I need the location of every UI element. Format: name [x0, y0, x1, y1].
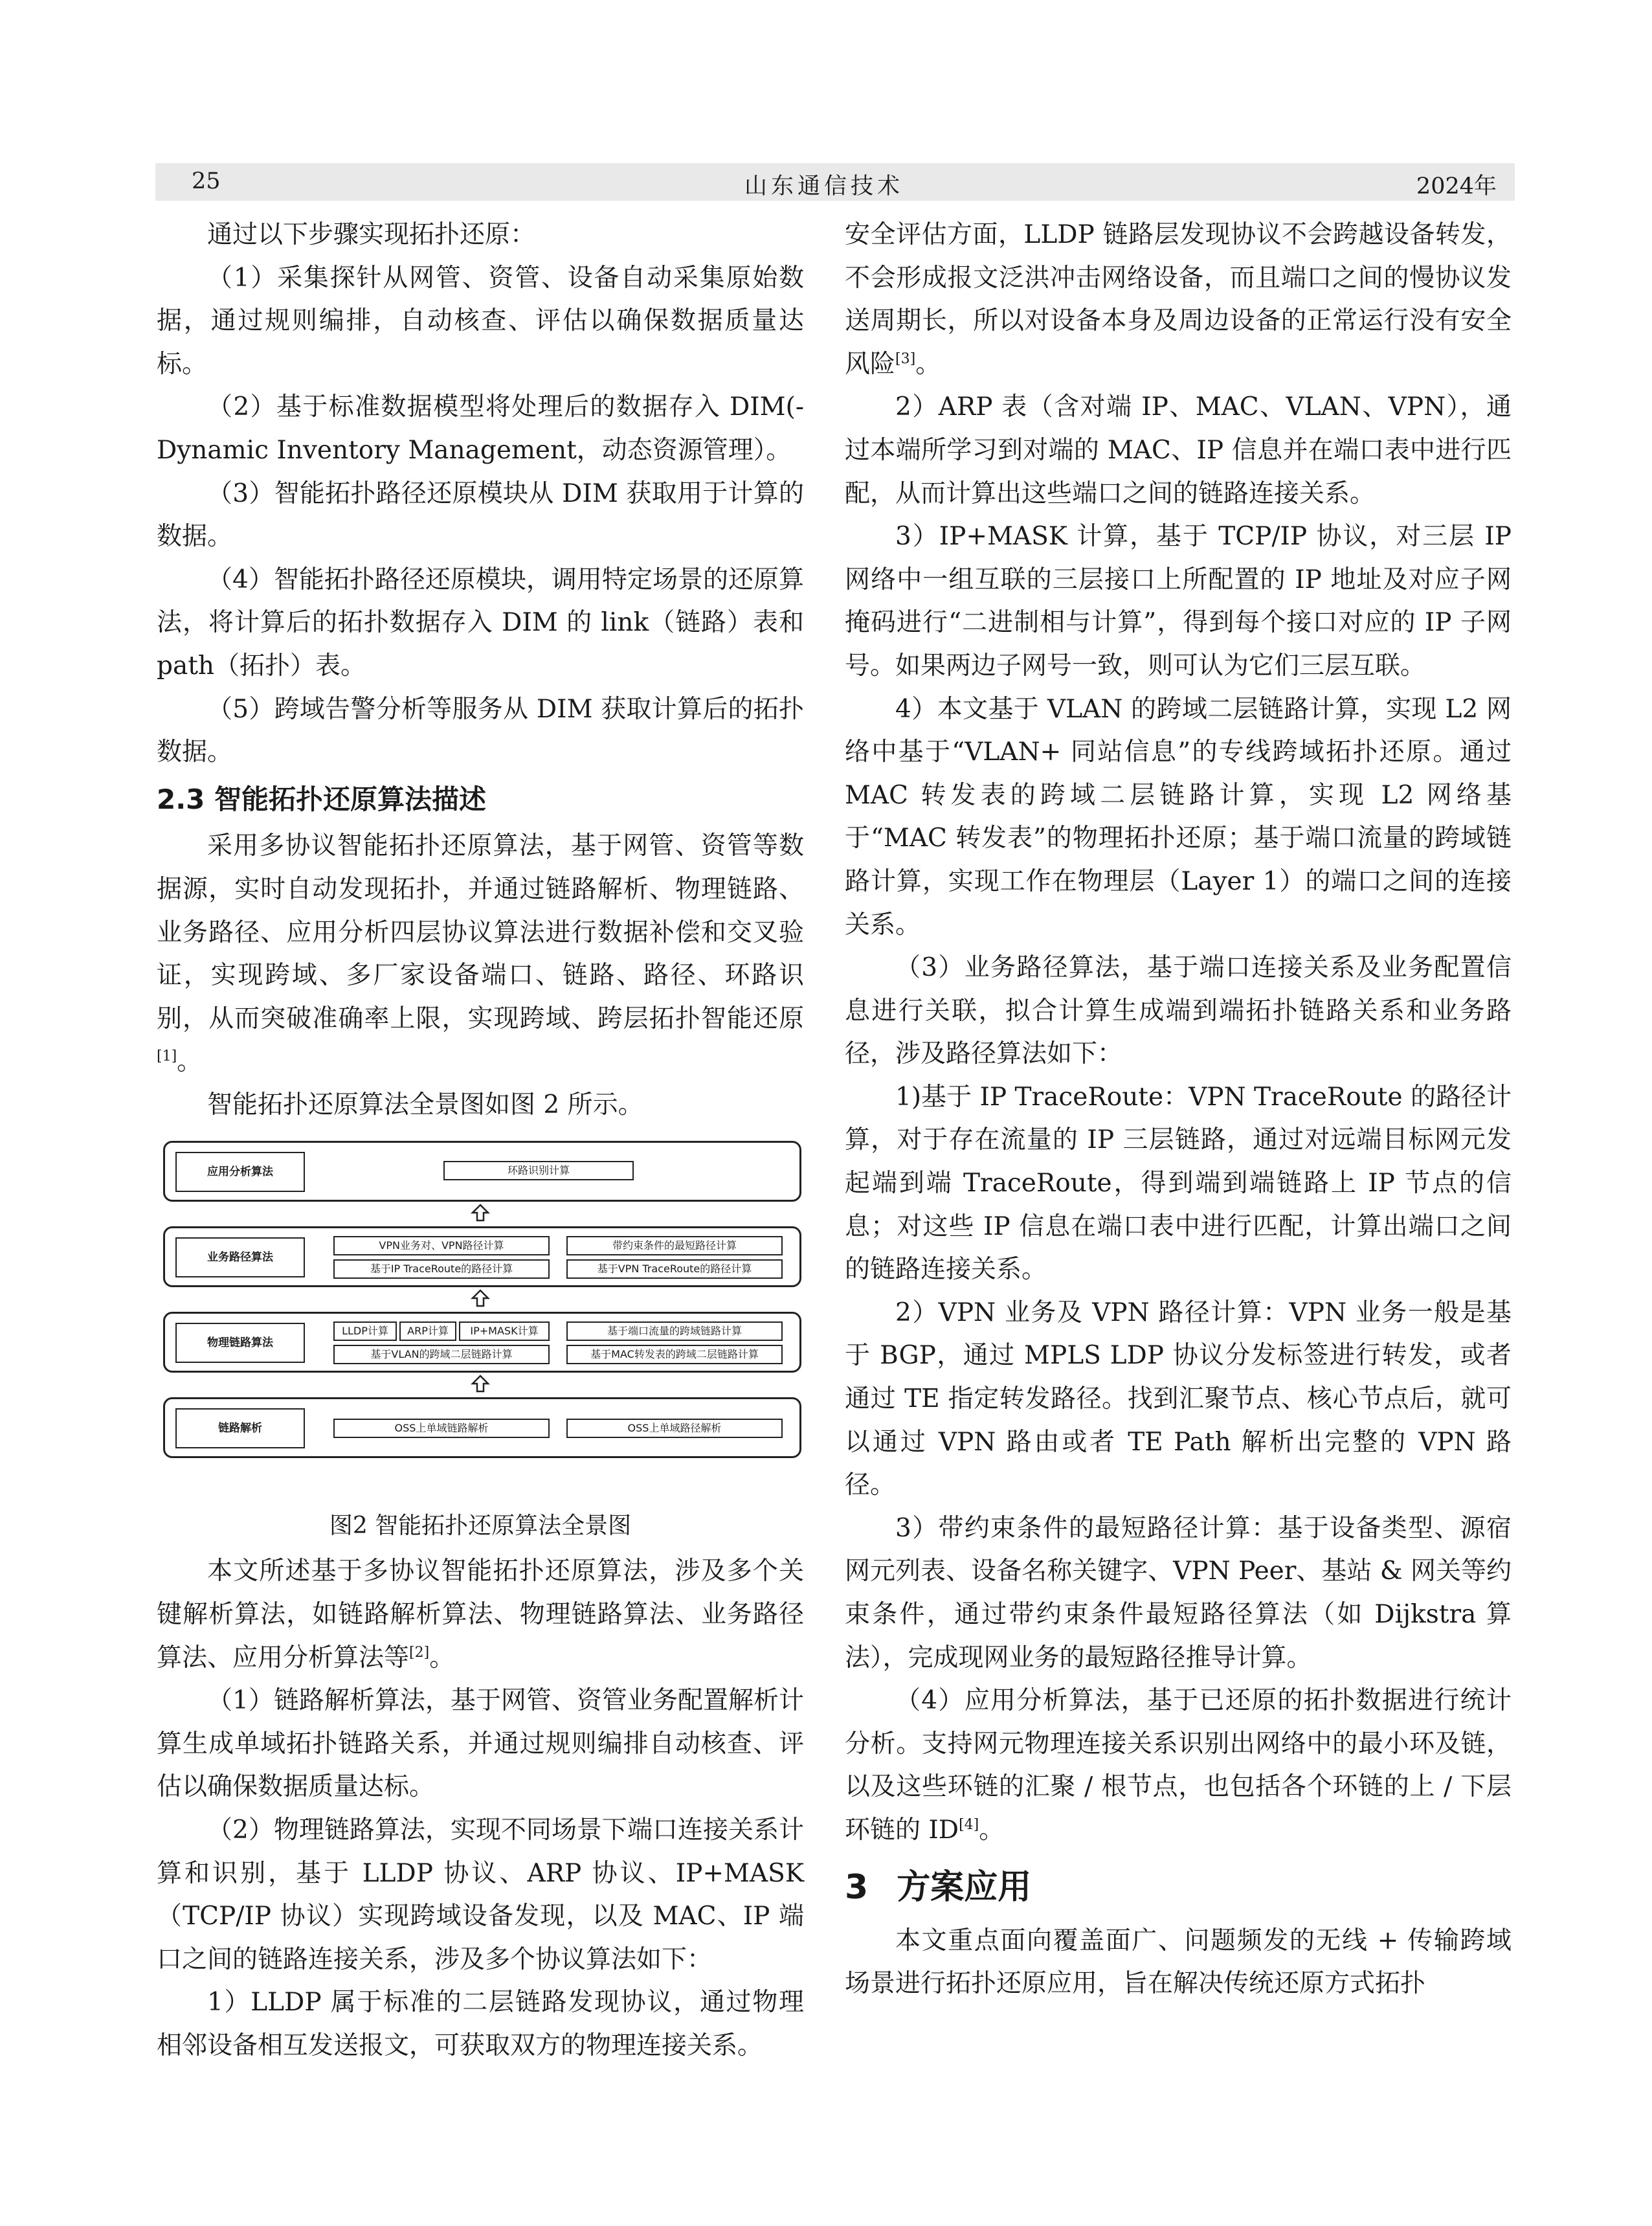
paragraph: （5）跨域告警分析等服务从 DIM 获取计算后的拓扑数据。: [157, 694, 804, 767]
paragraph: 本文重点面向覆盖面广、问题频发的无线 + 传输跨域场景进行拓扑还原应用，旨在解决传统还原方式拓扑: [845, 1926, 1512, 1999]
diagram-box: OSS上单域路径解析: [566, 1419, 783, 1438]
section-heading-2-3: 2.3 智能拓扑还原算法描述: [157, 783, 487, 815]
layer-service-path: [163, 1226, 801, 1287]
layer-label: 应用分析算法: [175, 1152, 305, 1192]
diagram-box: IP+MASK计算: [459, 1321, 550, 1341]
paragraph: 通过以下步骤实现拓扑还原：: [207, 220, 536, 249]
paragraph: （3）业务路径算法，基于端口连接关系及业务配置信息进行关联，拟合计算生成端到端拓扑链路关系和业务路径，涉及路径算法如下：: [845, 953, 1512, 1069]
paragraph: （1）链路解析算法，基于网管、资管业务配置解析计算生成单域拓扑链路关系，并通过规则编排自动核查、评估以确保数据质量达标。: [157, 1686, 804, 1802]
diagram-box: 基于端口流量的跨域链路计算: [566, 1321, 783, 1341]
diagram-box: 环路识别计算: [443, 1161, 634, 1180]
paragraph: 本文所述基于多协议智能拓扑还原算法，涉及多个关键解析算法，如链路解析算法、物理链路算法、业务路径算法、应用分析算法等[2]。: [157, 1557, 804, 1672]
arrow-up-icon: [471, 1288, 490, 1308]
figure-2-diagram: [157, 1138, 804, 1501]
citation: [1]: [157, 1048, 177, 1065]
figure-caption: 图2 智能拓扑还原算法全景图: [329, 1512, 632, 1540]
citation: [2]: [409, 1644, 430, 1661]
paragraph: 采用多协议智能拓扑还原算法，基于网管、资管等数据源，实时自动发现拓扑，并通过链路解析、物理链路、业务路径、应用分析四层协议算法进行数据补偿和交叉验证，实现跨域、多厂家设备端口、链路、路径、环路识别，从而突破准确率上限，实现跨域、跨层拓扑智能还原[1]。: [157, 831, 804, 1077]
paragraph: 2）VPN 业务及 VPN 路径计算：VPN 业务一般是基于 BGP，通过 MPLS LDP 协议分发标签进行转发，或者通过 TE 指定转发路径。找到汇聚节点、核心节点后，就可以通过 VPN 路由或者 TE Path 解析出完整的 VPN 路径。: [845, 1298, 1512, 1500]
diagram-box: VPN业务对、VPN路径计算: [333, 1236, 550, 1255]
right-column: [845, 214, 1512, 2006]
diagram-box: 基于VPN TraceRoute的路径计算: [566, 1259, 783, 1279]
paragraph: 1)基于 IP TraceRoute：VPN TraceRoute 的路径计算，对于存在流量的 IP 三层链路，通过对远端目标网元发起端到端 TraceRoute，得到端到端链路上 IP 节点的信息；对这些 IP 信息在端口表中进行匹配，计算出端口之间的链路连接关系。: [845, 1082, 1512, 1285]
paragraph: （4）智能拓扑路径还原模块，调用特定场景的还原算法，将计算后的拓扑数据存入 DIM 的 link（链路）表和 path（拓扑）表。: [157, 565, 804, 680]
paragraph: 1）LLDP 属于标准的二层链路发现协议，通过物理相邻设备相互发送报文，可获取双方的物理连接关系。: [157, 1988, 804, 2060]
paragraph: （2）基于标准数据模型将处理后的数据存入 DIM(-Dynamic Inventory Management，动态资源管理）。: [157, 392, 804, 465]
diagram-box: LLDP计算: [333, 1321, 397, 1341]
diagram-box: 基于VLAN的跨域二层链路计算: [333, 1345, 550, 1364]
section-heading-3: 3 方案应用: [845, 1867, 1032, 1907]
arrow-up-icon: [471, 1203, 490, 1222]
citation: [3]: [895, 350, 916, 367]
citation: [4]: [959, 1816, 979, 1833]
diagram-box: ARP计算: [399, 1321, 456, 1341]
layer-label: 业务路径算法: [175, 1237, 305, 1277]
layer-physical-link: [163, 1312, 801, 1373]
paragraph: 3）带约束条件的最短路径计算：基于设备类型、源宿网元列表、设备名称关键字、VPN Peer、基站 & 网关等约束条件，通过带约束条件最短路径算法（如 Dijkstra 算法），完成现网业务的最短路径推导计算。: [845, 1513, 1512, 1672]
paragraph: 3）IP+MASK 计算，基于 TCP/IP 协议，对三层 IP 网络中一组互联的三层接口上所配置的 IP 地址及对应子网掩码进行“二进制相与计算”，得到每个接口对应的 IP 子网号。如果两边子网号一致，则可认为它们三层互联。: [845, 522, 1512, 680]
layer-link-parsing: [163, 1397, 801, 1458]
paragraph: 2）ARP 表（含对端 IP、MAC、VLAN、VPN），通过本端所学习到对端的 MAC、IP 信息并在端口表中进行匹配，从而计算出这些端口之间的链路连接关系。: [845, 392, 1512, 508]
paragraph: 安全评估方面，LLDP 链路层发现协议不会跨越设备转发，不会形成报文泛洪冲击网络设备，而且端口之间的慢协议发送周期长，所以对设备本身及周边设备的正常运行没有安全风险[3]。: [845, 220, 1512, 379]
layer-application-analysis: [163, 1141, 801, 1202]
paragraph: （1）采集探针从网管、资管、设备自动采集原始数据，通过规则编排，自动核查、评估以确保数据质量达标。: [157, 263, 804, 379]
page-header: [155, 163, 1515, 201]
diagram-box: OSS上单域链路解析: [333, 1419, 550, 1438]
paragraph: （3）智能拓扑路径还原模块从 DIM 获取用于计算的数据。: [157, 478, 804, 552]
page-number: 25: [192, 168, 221, 194]
year-label: 2024年: [1416, 174, 1497, 199]
journal-title: 山东通信技术: [744, 174, 904, 199]
diagram-box: 带约束条件的最短路径计算: [566, 1236, 783, 1255]
paragraph: 智能拓扑还原算法全景图如图 2 所示。: [207, 1090, 643, 1119]
layer-label: 物理链路算法: [175, 1323, 305, 1363]
left-column: [157, 214, 804, 2068]
arrow-up-icon: [471, 1374, 490, 1393]
paragraph: 4）本文基于 VLAN 的跨域二层链路计算，实现 L2 网络中基于“VLAN+ 同站信息”的专线跨域拓扑还原。通过 MAC 转发表的跨域二层链路计算，实现 L2 网络基于“MAC 转发表”的物理拓扑还原；基于端口流量的跨域链路计算，实现工作在物理层（Layer 1）的端口之间的连接关系。: [845, 694, 1512, 939]
paragraph: （2）物理链路算法，实现不同场景下端口连接关系计算和识别，基于 LLDP 协议、ARP 协议、IP+MASK（TCP/IP 协议）实现跨域设备发现，以及 MAC、IP 端口之间的链路连接关系，涉及多个协议算法如下：: [157, 1816, 804, 1974]
diagram-box: 基于IP TraceRoute的路径计算: [333, 1259, 550, 1279]
diagram-box: 基于MAC转发表的跨域二层链路计算: [566, 1345, 783, 1364]
paragraph: （4）应用分析算法，基于已还原的拓扑数据进行统计分析。支持网元物理连接关系识别出网络中的最小环及链，以及这些环链的汇聚 / 根节点，也包括各个环链的上 / 下层环链的 ID[4]。: [845, 1686, 1512, 1845]
layer-label: 链路解析: [175, 1408, 305, 1448]
